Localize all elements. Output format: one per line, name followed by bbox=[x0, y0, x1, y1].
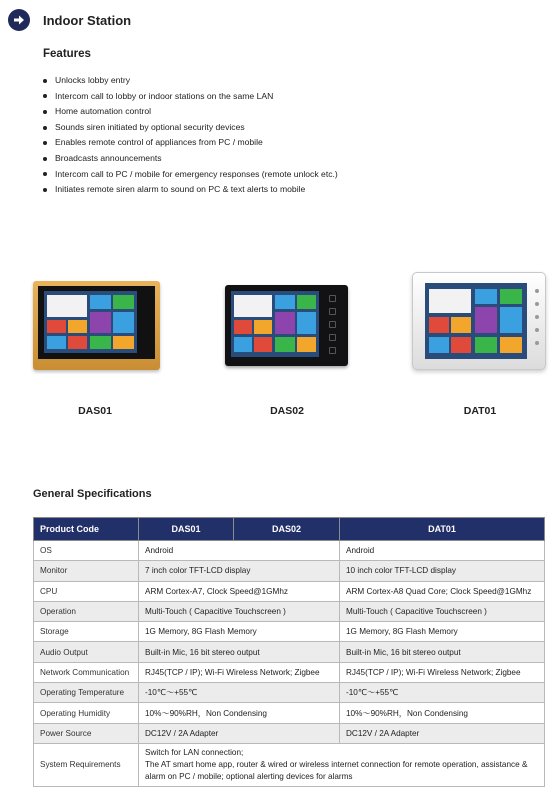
page-title: Indoor Station bbox=[43, 13, 132, 28]
table-row bbox=[34, 662, 545, 682]
row-key: Monitor bbox=[34, 561, 139, 581]
das02-device-image bbox=[225, 285, 348, 366]
dat-value: DC12V / 2A Adapter bbox=[340, 723, 545, 743]
arrow-right-icon bbox=[8, 9, 30, 31]
table-header-row bbox=[34, 518, 545, 541]
dat-value: ARM Cortex-A8 Quad Core; Clock Speed@1GMhz bbox=[340, 581, 545, 601]
row-key: CPU bbox=[34, 581, 139, 601]
feature-item: Broadcasts announcements bbox=[43, 151, 338, 167]
system-requirements-value: Switch for LAN connection; The AT smart home app, router & wired or wireless internet connection for remote operation, assistance & alarm on PC / mobile; optional alerting devices for alarms bbox=[139, 743, 545, 786]
device-screen bbox=[38, 286, 155, 359]
dat-value: RJ45(TCP / IP); Wi-Fi Wireless Network; Zigbee bbox=[340, 662, 545, 682]
row-key: Storage bbox=[34, 622, 139, 642]
feature-item: Home automation control bbox=[43, 104, 338, 120]
feature-item: Sounds siren initiated by optional security devices bbox=[43, 120, 338, 136]
das-value: 1G Memory, 8G Flash Memory bbox=[139, 622, 340, 642]
das-value: Built-in Mic, 16 bit stereo output bbox=[139, 642, 340, 662]
feature-item: Unlocks lobby entry bbox=[43, 73, 338, 89]
das-value: DC12V / 2A Adapter bbox=[139, 723, 340, 743]
das-value: RJ45(TCP / IP); Wi-Fi Wireless Network; Zigbee bbox=[139, 662, 340, 682]
das-value: 7 inch color TFT-LCD display bbox=[139, 561, 340, 581]
section-header bbox=[8, 8, 30, 32]
row-key: Power Source bbox=[34, 723, 139, 743]
feature-item: Initiates remote siren alarm to sound on PC & text alerts to mobile bbox=[43, 182, 338, 198]
table-row bbox=[34, 703, 545, 723]
header-product-code: Product Code bbox=[34, 518, 139, 541]
das02-label: DAS02 bbox=[270, 405, 304, 417]
dat-value: Multi-Touch ( Capacitive Touchscreen ) bbox=[340, 601, 545, 621]
dat-value: 10 inch color TFT-LCD display bbox=[340, 561, 545, 581]
device-screen bbox=[231, 291, 319, 357]
dat-value: Android bbox=[340, 541, 545, 561]
specs-heading: General Specifications bbox=[33, 488, 152, 500]
das01-device-image bbox=[33, 281, 160, 370]
dat-value: 10%～90%RH，Non Condensing bbox=[340, 703, 545, 723]
das01-label: DAS01 bbox=[78, 405, 112, 417]
row-key: Network Communication bbox=[34, 662, 139, 682]
table-row bbox=[34, 581, 545, 601]
bullet-icon bbox=[43, 94, 47, 98]
table-row bbox=[34, 561, 545, 581]
bullet-icon bbox=[43, 110, 47, 114]
das-value: -10℃～+55℃ bbox=[139, 683, 340, 703]
dat-value: Built-in Mic, 16 bit stereo output bbox=[340, 642, 545, 662]
bullet-icon bbox=[43, 188, 47, 192]
device-screen bbox=[425, 283, 527, 359]
table-row bbox=[34, 541, 545, 561]
row-key: Operation bbox=[34, 601, 139, 621]
das-value: 10%～90%RH，Non Condensing bbox=[139, 703, 340, 723]
specifications-table bbox=[33, 517, 545, 787]
bullet-icon bbox=[43, 126, 47, 130]
feature-item: Enables remote control of appliances from PC / mobile bbox=[43, 135, 338, 151]
dat-value: 1G Memory, 8G Flash Memory bbox=[340, 622, 545, 642]
features-list bbox=[43, 73, 338, 198]
bullet-icon bbox=[43, 79, 47, 83]
row-key: Operating Humidity bbox=[34, 703, 139, 723]
dat-value: -10℃～+55℃ bbox=[340, 683, 545, 703]
table-row bbox=[34, 642, 545, 662]
bullet-icon bbox=[43, 172, 47, 176]
das-value: ARM Cortex-A7, Clock Speed@1GMhz bbox=[139, 581, 340, 601]
table-row bbox=[34, 622, 545, 642]
table-row-system-requirements bbox=[34, 743, 545, 786]
header-das02: DAS02 bbox=[234, 518, 340, 541]
header-das01: DAS01 bbox=[139, 518, 234, 541]
table-row bbox=[34, 601, 545, 621]
header-dat01: DAT01 bbox=[340, 518, 545, 541]
row-key: OS bbox=[34, 541, 139, 561]
das-value: Android bbox=[139, 541, 340, 561]
feature-item: Intercom call to PC / mobile for emergency responses (remote unlock etc.) bbox=[43, 167, 338, 183]
dat01-device-image bbox=[412, 272, 546, 370]
bullet-icon bbox=[43, 141, 47, 145]
features-heading: Features bbox=[43, 48, 91, 60]
dat01-label: DAT01 bbox=[463, 405, 497, 417]
row-key: Operating Temperature bbox=[34, 683, 139, 703]
feature-item: Intercom call to lobby or indoor stations on the same LAN bbox=[43, 89, 338, 105]
row-key: System Requirements bbox=[34, 743, 139, 786]
table-row bbox=[34, 683, 545, 703]
table-row bbox=[34, 723, 545, 743]
bullet-icon bbox=[43, 157, 47, 161]
row-key: Audio Output bbox=[34, 642, 139, 662]
das-value: Multi-Touch ( Capacitive Touchscreen ) bbox=[139, 601, 340, 621]
